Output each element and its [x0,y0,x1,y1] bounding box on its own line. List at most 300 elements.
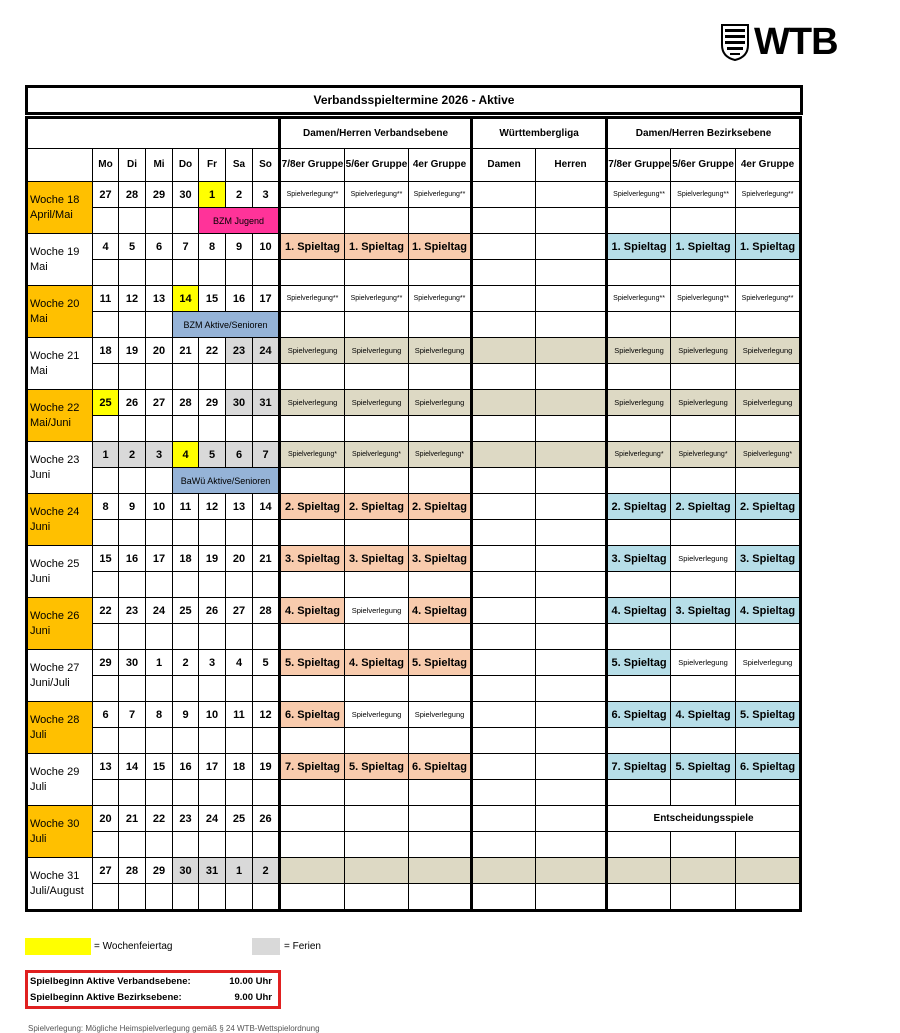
week-subrow [27,780,801,806]
week-label [27,806,93,858]
empty-cell [736,364,801,390]
empty-cell [280,260,345,286]
event-bar: BaWü Aktive/Senioren [173,468,280,494]
empty-cell [226,780,253,806]
empty-cell [146,416,173,442]
day-cell: 26 [253,806,280,832]
header-wuertt-col: Herren [536,149,607,182]
empty-cell [173,884,199,911]
day-cell: 12 [253,702,280,728]
week-number: Woche 23 [30,453,80,466]
week-month: Juni [30,572,51,585]
empty-cell [671,572,736,598]
empty-cell [536,312,607,338]
week-month: Juli [30,832,47,845]
week-row [27,182,801,208]
verband-cell: Spielverlegung** [280,286,345,312]
empty-cell [536,260,607,286]
day-cell: 25 [93,390,119,416]
empty-cell [736,260,801,286]
day-cell: 19 [253,754,280,780]
wuertt-cell [536,702,607,728]
day-cell: 13 [93,754,119,780]
bezirk-cell: 5. Spieltag [671,754,736,780]
day-cell: 19 [119,338,146,364]
bezirk-cell: 4. Spieltag [607,598,671,624]
verband-cell: Spielverlegung* [280,442,345,468]
empty-cell [736,884,801,911]
wuertt-cell [536,494,607,520]
bezirk-cell: 5. Spieltag [607,650,671,676]
week-number: Woche 31 [30,869,80,882]
verband-cell: 2. Spieltag [345,494,409,520]
header-week-blank [27,149,93,182]
day-cell: 6 [93,702,119,728]
empty-cell [536,572,607,598]
empty-cell [345,364,409,390]
day-cell: 17 [253,286,280,312]
verband-cell: 3. Spieltag [409,546,472,572]
bezirk-merged-cell: Entscheidungsspiele [607,806,801,832]
week-label [27,546,93,598]
bezirk-cell [607,858,671,884]
empty-cell [409,468,472,494]
empty-cell [280,884,345,911]
empty-cell [671,208,736,234]
header-blank [27,118,280,149]
bezirk-cell: 4. Spieltag [736,598,801,624]
empty-cell [671,312,736,338]
day-cell: 26 [199,598,226,624]
wuertt-cell [472,702,536,728]
empty-cell [536,208,607,234]
week-month: Mai/Juni [30,416,71,429]
empty-cell [199,624,226,650]
bezirk-cell: Spielverlegung* [671,442,736,468]
empty-cell [671,364,736,390]
day-cell: 28 [119,182,146,208]
empty-cell [226,416,253,442]
day-cell: 7 [253,442,280,468]
header-verband-col: 4er Gruppe [409,149,472,182]
day-cell: 26 [119,390,146,416]
empty-cell [736,676,801,702]
empty-cell [607,416,671,442]
empty-cell [671,832,736,858]
week-label [27,286,93,338]
bezirk-cell: 6. Spieltag [736,754,801,780]
empty-cell [671,884,736,911]
empty-cell [119,728,146,754]
week-number: Woche 19 [30,245,80,258]
bezirk-cell: 1. Spieltag [671,234,736,260]
event-bar: BZM Aktive/Senioren [173,312,280,338]
empty-cell [226,260,253,286]
empty-cell [253,364,280,390]
empty-cell [226,624,253,650]
empty-cell [607,728,671,754]
day-cell: 22 [199,338,226,364]
empty-cell [536,728,607,754]
empty-cell [607,676,671,702]
day-cell: 30 [119,650,146,676]
empty-cell [671,520,736,546]
bezirk-cell [671,858,736,884]
day-cell: 12 [199,494,226,520]
day-cell: 1 [199,182,226,208]
empty-cell [280,364,345,390]
coat-of-arms-icon [720,23,750,61]
wuertt-cell [472,442,536,468]
verband-cell: 5. Spieltag [409,650,472,676]
empty-cell [280,572,345,598]
week-label [27,390,93,442]
bezirk-cell: Spielverlegung [671,546,736,572]
empty-cell [226,728,253,754]
empty-cell [345,884,409,911]
week-number: Woche 21 [30,349,80,362]
empty-cell [736,208,801,234]
day-cell: 1 [93,442,119,468]
empty-cell [345,260,409,286]
week-number: Woche 20 [30,297,80,310]
legend-holiday-swatch [25,938,91,955]
empty-cell [736,728,801,754]
empty-cell [736,416,801,442]
day-cell: 18 [93,338,119,364]
day-cell: 29 [93,650,119,676]
verband-cell: 4. Spieltag [280,598,345,624]
empty-cell [226,884,253,911]
day-cell: 24 [253,338,280,364]
verband-cell: 4. Spieltag [345,650,409,676]
week-number: Woche 25 [30,557,80,570]
empty-cell [93,520,119,546]
wuertt-cell [536,286,607,312]
day-cell: 9 [226,234,253,260]
week-number: Woche 18 [30,193,80,206]
verband-cell: Spielverlegung* [409,442,472,468]
empty-cell [671,624,736,650]
week-month: Juni [30,520,51,533]
week-subrow [27,520,801,546]
empty-cell [345,468,409,494]
bezirk-cell: Spielverlegung** [671,286,736,312]
empty-cell [173,676,199,702]
empty-cell [146,260,173,286]
event-bar: BZM Jugend [199,208,280,234]
verband-cell: 1. Spieltag [409,234,472,260]
verband-cell: 3. Spieltag [280,546,345,572]
bezirk-cell: Spielverlegung** [736,182,801,208]
bezirk-cell: 2. Spieltag [607,494,671,520]
verband-cell: Spielverlegung [409,338,472,364]
wuertt-cell [536,650,607,676]
start-bezirk-time: 9.00 Uhr [234,992,272,1003]
week-subrow [27,468,801,494]
bezirk-cell: Spielverlegung [736,650,801,676]
bezirk-cell: 7. Spieltag [607,754,671,780]
day-cell: 5 [119,234,146,260]
bezirk-cell: Spielverlegung [607,338,671,364]
empty-cell [146,208,173,234]
empty-cell [607,884,671,911]
verband-cell: 2. Spieltag [280,494,345,520]
day-cell: 7 [173,234,199,260]
wuertt-cell [472,338,536,364]
day-cell: 6 [226,442,253,468]
header-verband-col: 5/6er Gruppe [345,149,409,182]
day-cell: 11 [93,286,119,312]
bezirk-cell: 5. Spieltag [736,702,801,728]
verband-cell: 1. Spieltag [345,234,409,260]
empty-cell [472,884,536,911]
verband-cell: Spielverlegung [345,338,409,364]
empty-cell [472,624,536,650]
day-cell: 19 [199,546,226,572]
empty-cell [93,624,119,650]
week-number: Woche 29 [30,765,80,778]
empty-cell [146,884,173,911]
empty-cell [607,208,671,234]
empty-cell [409,884,472,911]
day-cell: 2 [226,182,253,208]
day-cell: 17 [146,546,173,572]
week-label [27,754,93,806]
verband-cell [280,806,345,832]
bezirk-cell: Spielverlegung* [607,442,671,468]
empty-cell [607,624,671,650]
wuertt-cell [536,182,607,208]
empty-cell [472,832,536,858]
week-row [27,702,801,728]
header-verband: Damen/Herren Verbandsebene [280,118,472,149]
week-row [27,234,801,260]
empty-cell [607,364,671,390]
day-cell: 11 [226,702,253,728]
bezirk-cell: Spielverlegung [736,338,801,364]
verband-cell: Spielverlegung [345,598,409,624]
empty-cell [280,520,345,546]
week-subrow [27,208,801,234]
verband-cell: 5. Spieltag [345,754,409,780]
day-cell: 13 [226,494,253,520]
day-cell: 15 [93,546,119,572]
week-month: Juli [30,728,47,741]
empty-cell [119,520,146,546]
day-cell: 27 [93,858,119,884]
week-label [27,234,93,286]
empty-cell [472,572,536,598]
empty-cell [280,416,345,442]
empty-cell [93,364,119,390]
empty-cell [199,364,226,390]
verband-cell: Spielverlegung [409,390,472,416]
empty-cell [119,676,146,702]
day-cell: 20 [146,338,173,364]
start-times-box [25,970,281,1009]
bezirk-cell: Spielverlegung** [671,182,736,208]
empty-cell [736,572,801,598]
bezirk-cell: 1. Spieltag [607,234,671,260]
week-row [27,650,801,676]
week-month: Juli/August [30,884,84,897]
empty-cell [173,260,199,286]
bezirk-cell: 3. Spieltag [736,546,801,572]
empty-cell [119,416,146,442]
empty-cell [409,312,472,338]
week-subrow [27,572,801,598]
bezirk-cell: 3. Spieltag [607,546,671,572]
week-number: Woche 26 [30,609,80,622]
bezirk-cell: 3. Spieltag [671,598,736,624]
bezirk-cell: Spielverlegung [736,390,801,416]
empty-cell [409,780,472,806]
empty-cell [253,728,280,754]
wuertt-cell [536,234,607,260]
verband-cell [280,858,345,884]
wuertt-cell [536,858,607,884]
empty-cell [345,416,409,442]
day-cell: 6 [146,234,173,260]
header-bezirk: Damen/Herren Bezirksebene [607,118,801,149]
empty-cell [199,832,226,858]
week-row [27,858,801,884]
verband-cell: Spielverlegung** [409,286,472,312]
day-cell: 4 [173,442,199,468]
wuertt-cell [536,598,607,624]
empty-cell [345,832,409,858]
empty-cell [93,468,119,494]
bezirk-cell: Spielverlegung [671,650,736,676]
empty-cell [607,468,671,494]
week-subrow [27,260,801,286]
header-day: Do [173,149,199,182]
empty-cell [119,624,146,650]
wuertt-cell [472,182,536,208]
verband-cell: Spielverlegung [280,338,345,364]
empty-cell [280,468,345,494]
verband-cell: Spielverlegung** [409,182,472,208]
day-cell: 20 [93,806,119,832]
day-cell: 14 [173,286,199,312]
day-cell: 27 [146,390,173,416]
start-bezirk-label: Spielbeginn Aktive Bezirksebene: [30,992,182,1003]
week-number: Woche 28 [30,713,80,726]
week-subrow [27,728,801,754]
empty-cell [345,520,409,546]
week-month: Mai [30,312,48,325]
empty-cell [253,260,280,286]
page-title: Verbandsspieltermine 2026 - Aktive [25,85,803,115]
verband-cell: 7. Spieltag [280,754,345,780]
verband-cell [409,806,472,832]
week-row [27,546,801,572]
wuertt-cell [472,494,536,520]
day-cell: 28 [173,390,199,416]
verband-cell [345,858,409,884]
verband-cell: Spielverlegung [280,390,345,416]
day-cell: 25 [173,598,199,624]
empty-cell [607,780,671,806]
day-cell: 4 [93,234,119,260]
bezirk-cell: Spielverlegung [671,338,736,364]
day-cell: 2 [173,650,199,676]
week-label [27,494,93,546]
empty-cell [472,728,536,754]
day-cell: 9 [119,494,146,520]
empty-cell [119,364,146,390]
wuertt-cell [472,754,536,780]
week-number: Woche 30 [30,817,80,830]
day-cell: 28 [119,858,146,884]
verband-cell: Spielverlegung [345,390,409,416]
day-cell: 25 [226,806,253,832]
day-cell: 30 [173,182,199,208]
empty-cell [536,832,607,858]
empty-cell [146,468,173,494]
bezirk-cell: Spielverlegung [607,390,671,416]
header-day: Di [119,149,146,182]
empty-cell [93,728,119,754]
week-month: Mai [30,364,48,377]
empty-cell [93,832,119,858]
day-cell: 8 [199,234,226,260]
empty-cell [536,884,607,911]
empty-cell [173,208,199,234]
day-cell: 11 [173,494,199,520]
empty-cell [173,364,199,390]
empty-cell [472,520,536,546]
day-cell: 29 [199,390,226,416]
bezirk-cell [736,858,801,884]
header-bezirk-col: 7/8er Gruppe [607,149,671,182]
empty-cell [409,520,472,546]
empty-cell [146,676,173,702]
day-cell: 7 [119,702,146,728]
empty-cell [409,832,472,858]
empty-cell [409,416,472,442]
header-day: Mo [93,149,119,182]
verband-cell: 5. Spieltag [280,650,345,676]
footer-note: Spielverlegung: Mögliche Heimspielverlegung gemäß § 24 WTB-Wettspielordnung [28,1024,320,1033]
empty-cell [736,468,801,494]
empty-cell [199,260,226,286]
empty-cell [226,832,253,858]
week-label [27,442,93,494]
wuertt-cell [536,338,607,364]
day-cell: 18 [173,546,199,572]
verband-cell: 6. Spieltag [409,754,472,780]
empty-cell [536,520,607,546]
empty-cell [536,676,607,702]
day-cell: 10 [199,702,226,728]
week-row [27,754,801,780]
empty-cell [93,780,119,806]
day-cell: 21 [119,806,146,832]
day-cell: 3 [199,650,226,676]
verband-cell: Spielverlegung [409,702,472,728]
day-cell: 30 [226,390,253,416]
verband-cell: 3. Spieltag [345,546,409,572]
week-row [27,598,801,624]
empty-cell [226,364,253,390]
verband-cell: Spielverlegung** [345,286,409,312]
week-row [27,338,801,364]
week-label [27,598,93,650]
empty-cell [280,780,345,806]
empty-cell [253,624,280,650]
